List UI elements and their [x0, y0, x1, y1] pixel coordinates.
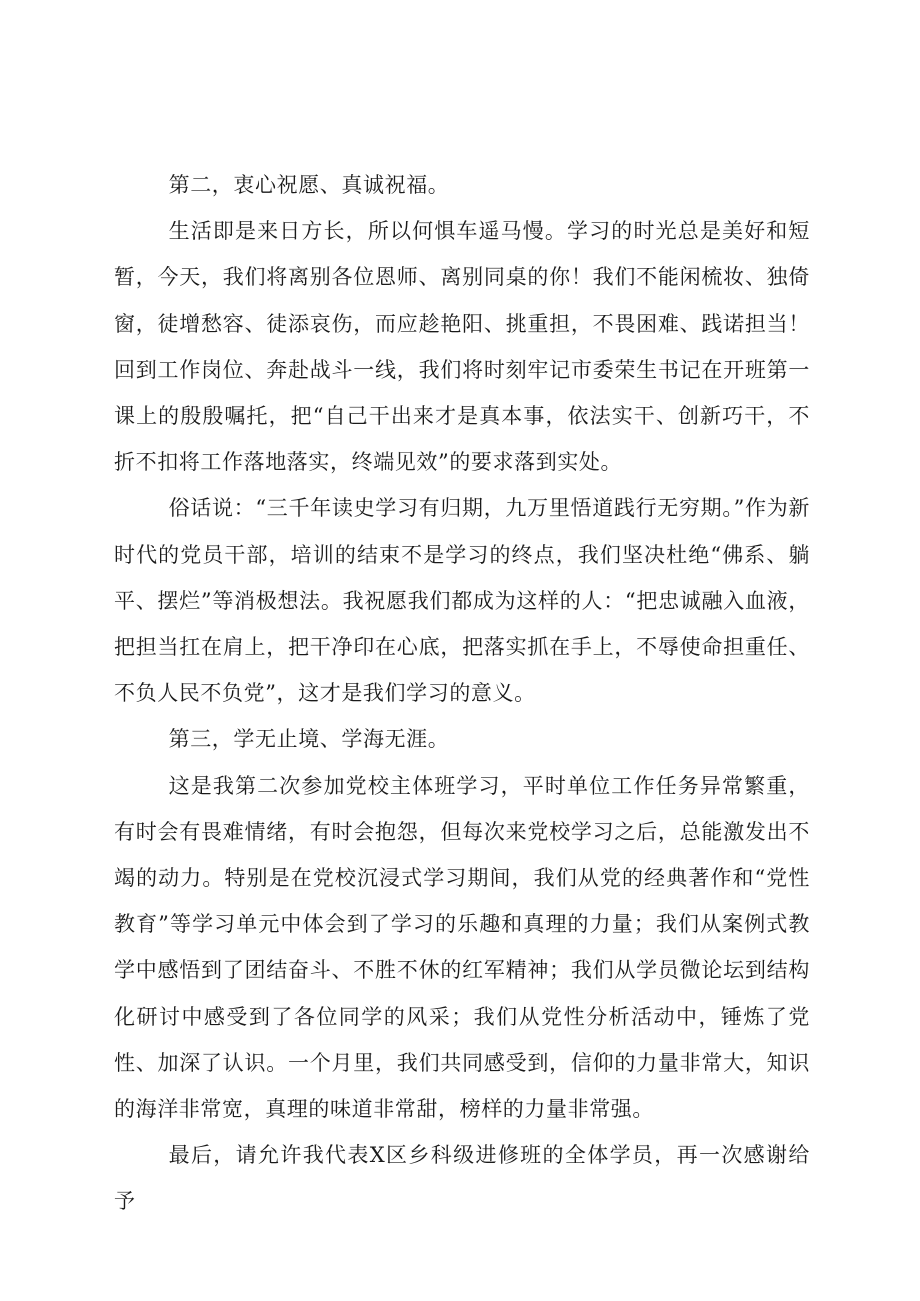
- paragraph-closing: 最后，请允许我代表X区乡科级进修班的全体学员，再一次感谢给予: [114, 1143, 810, 1214]
- paragraph-farewell: 生活即是来日方长，所以何惧车遥马慢。学习的时光总是美好和短暂，今天，我们将离别各位恩师、离别同桌的你！我们不能闲梳妆、独倚窗，徒增愁容、徒添哀伤，而应趁艳阳、挑重担，不畏困难、践诺担当！回到工作岗位、奔赴战斗一线，我们将时刻牢记市委荣生书记在开班第一课上的殷殷嘱托，把“自己干出来才是真本事，依法实干、创新巧干，不折不扣将工作落地落实，终端见效”的要求落到实处。: [114, 219, 810, 475]
- section-heading-2: 第二，衷心祝愿、真诚祝福。: [168, 173, 450, 197]
- section-heading-3: 第三，学无止境、学海无涯。: [168, 727, 450, 752]
- paragraph-study-experience: 这是我第二次参加党校主体班学习，平时单位工作任务异常繁重，有时会有畏难情绪，有时会抱怨，但每次来党校学习之后，总能激发出不竭的动力。特别是在党校沉浸式学习期间，我们从党的经典著作和“党性教育”等学习单元中体会到了学习的乐趣和真理的力量；我们从案例式教学中感悟到了团结奋斗、不胜不休的红军精神；我们从学员微论坛到结构化研讨中感受到了各位同学的风采；我们从党性分析活动中，锤炼了党性、加深了认识。一个月里，我们共同感受到，信仰的力量非常大，知识的海洋非常宽，真理的味道非常甜，榜样的力量非常强。: [114, 773, 810, 1122]
- document-body: [114, 162, 810, 1225]
- paragraph-saying: 俗话说：“三千年读史学习有归期，九万里悟道践行无穷期。”作为新时代的党员干部，培训的结束不是学习的终点，我们坚决杜绝“佛系、躺平、摆烂”等消极想法。我祝愿我们都成为这样的人：“把忠诚融入血液，把担当扛在肩上，把干净印在心底，把落实抓在手上，不辱使命担重任、不负人民不负党”，这才是我们学习的意义。: [114, 496, 810, 706]
